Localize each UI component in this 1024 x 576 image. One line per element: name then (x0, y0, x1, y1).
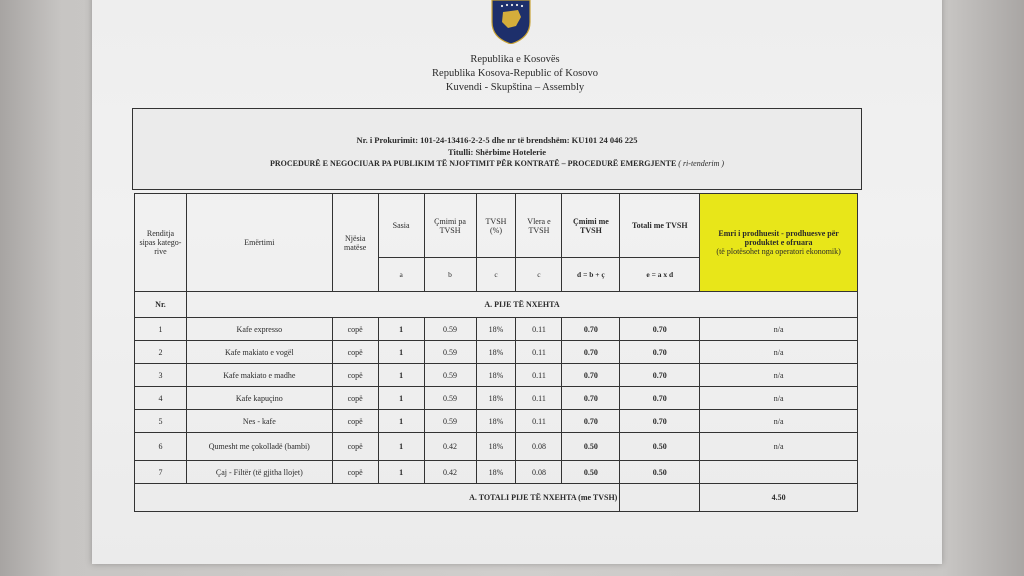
row-unit: copë (332, 461, 378, 484)
row-vat: 18% (476, 341, 516, 364)
col-emertimi: Emërtimi (186, 194, 332, 292)
row-nr: 5 (135, 410, 187, 433)
col-vlera: Vlera e TVSH (516, 194, 562, 258)
col-tvsh-pct: TVSH (%) (476, 194, 516, 258)
row-unit: copë (332, 433, 378, 461)
col-totali: Totali me TVSH (620, 194, 700, 258)
procurement-title: Titulli: Shërbime Hotelerie (447, 147, 547, 157)
row-producer: n/a (700, 433, 858, 461)
row-unit: copë (332, 318, 378, 341)
table-row (135, 410, 858, 433)
table-row (135, 387, 858, 410)
table-row (135, 341, 858, 364)
row-nr: 2 (135, 341, 187, 364)
col-renditja: Renditja sipas katego-rive (135, 194, 187, 292)
row-price: 0.59 (424, 364, 476, 387)
row-unit: copë (332, 364, 378, 387)
total-label: A. TOTALI PIJE TË NXEHTA (me TVSH) (135, 484, 620, 512)
code-totali: e = a x d (620, 258, 700, 292)
producer-header-note: (të plotësohet nga operatori ekonomik) (716, 247, 841, 256)
row-vat: 18% (476, 318, 516, 341)
table-row (135, 318, 858, 341)
row-vat-value: 0.11 (516, 318, 562, 341)
row-vat: 18% (476, 410, 516, 433)
row-vat: 18% (476, 387, 516, 410)
row-price: 0.59 (424, 341, 476, 364)
row-qty: 1 (378, 364, 424, 387)
row-vat: 18% (476, 364, 516, 387)
row-price: 0.42 (424, 461, 476, 484)
row-total: 0.50 (620, 461, 700, 484)
row-price-vat: 0.70 (562, 341, 620, 364)
header-line-3: Kuvendi - Skupština – Assembly (445, 82, 585, 93)
row-producer: n/a (700, 364, 858, 387)
row-vat-value: 0.08 (516, 433, 562, 461)
row-total: 0.70 (620, 364, 700, 387)
price-table (134, 193, 858, 512)
row-price: 0.42 (424, 433, 476, 461)
code-cmimi-pa: b (424, 258, 476, 292)
code-vlera: c (516, 258, 562, 292)
row-qty: 1 (378, 461, 424, 484)
row-qty: 1 (378, 341, 424, 364)
header-line-2: Republika Kosova-Republic of Kosovo (432, 68, 598, 79)
row-vat-value: 0.11 (516, 410, 562, 433)
row-qty: 1 (378, 387, 424, 410)
row-price-vat: 0.70 (562, 410, 620, 433)
row-price-vat: 0.70 (562, 364, 620, 387)
procedure-note: ( ri-tenderim ) (678, 159, 725, 168)
row-nr: 3 (135, 364, 187, 387)
total-spacer (620, 484, 700, 512)
producer-header-main: Emri i prodhuesit - prodhuesve për produktet e ofruara (718, 229, 839, 247)
kosovo-coat-of-arms-icon (488, 0, 534, 44)
row-qty: 1 (378, 318, 424, 341)
row-producer: n/a (700, 341, 858, 364)
row-total: 0.50 (620, 433, 700, 461)
row-name: Çaj - Filtër (të gjitha llojet) (186, 461, 332, 484)
row-total: 0.70 (620, 410, 700, 433)
table-row (135, 461, 858, 484)
row-price-vat: 0.50 (562, 433, 620, 461)
row-name: Kafe expresso (186, 318, 332, 341)
row-total: 0.70 (620, 387, 700, 410)
row-unit: copë (332, 341, 378, 364)
table-row (135, 433, 858, 461)
row-producer: n/a (700, 387, 858, 410)
table-row (135, 364, 858, 387)
row-nr: 4 (135, 387, 187, 410)
section-row (135, 292, 858, 318)
row-name: Kafe kapuçino (186, 387, 332, 410)
row-name: Qumesht me çokolladë (bambi) (186, 433, 332, 461)
code-sasia: a (378, 258, 424, 292)
row-price: 0.59 (424, 318, 476, 341)
col-producer (700, 194, 858, 292)
procurement-procedure (133, 159, 861, 168)
row-price-vat: 0.50 (562, 461, 620, 484)
row-total: 0.70 (620, 318, 700, 341)
row-unit: copë (332, 387, 378, 410)
code-tvsh-pct: c (476, 258, 516, 292)
row-price-vat: 0.70 (562, 318, 620, 341)
header-row (135, 194, 858, 258)
row-price: 0.59 (424, 410, 476, 433)
col-cmimi-pa: Çmimi pa TVSH (424, 194, 476, 258)
row-name: Kafe makiato e vogël (186, 341, 332, 364)
row-vat-value: 0.11 (516, 341, 562, 364)
col-cmimi-me: Çmimi me TVSH (562, 194, 620, 258)
col-sasia: Sasia (378, 194, 424, 258)
row-nr: 6 (135, 433, 187, 461)
row-price-vat: 0.70 (562, 387, 620, 410)
row-unit: copë (332, 410, 378, 433)
code-cmimi-me: d = b + ç (562, 258, 620, 292)
row-qty: 1 (378, 433, 424, 461)
section-title: A. PIJE TË NXEHTA (186, 292, 857, 318)
row-nr: 1 (135, 318, 187, 341)
total-row (135, 484, 858, 512)
row-name: Kafe makiato e madhe (186, 364, 332, 387)
col-njesia: Njësia matëse (332, 194, 378, 292)
row-vat: 18% (476, 433, 516, 461)
row-price: 0.59 (424, 387, 476, 410)
row-vat-value: 0.11 (516, 364, 562, 387)
row-producer (700, 461, 858, 484)
row-total: 0.70 (620, 341, 700, 364)
procurement-info-box (132, 108, 862, 190)
row-producer: n/a (700, 318, 858, 341)
row-vat-value: 0.08 (516, 461, 562, 484)
row-vat: 18% (476, 461, 516, 484)
total-value: 4.50 (700, 484, 858, 512)
row-vat-value: 0.11 (516, 387, 562, 410)
row-nr: 7 (135, 461, 187, 484)
nr-label: Nr. (135, 292, 187, 318)
row-name: Nes - kafe (186, 410, 332, 433)
header-line-1: Republika e Kosovës (470, 54, 560, 65)
procurement-number: Nr. i Prokurimit: 101-24-13416-2-2-5 dhe nr të brendshëm: KU101 24 046 225 (356, 135, 638, 145)
row-qty: 1 (378, 410, 424, 433)
procedure-text: PROCEDURË E NEGOCIUAR PA PUBLIKIM TË NJOFTIMIT PËR KONTRATË – PROCEDURË EMERGJENTE (269, 159, 677, 168)
row-producer: n/a (700, 410, 858, 433)
